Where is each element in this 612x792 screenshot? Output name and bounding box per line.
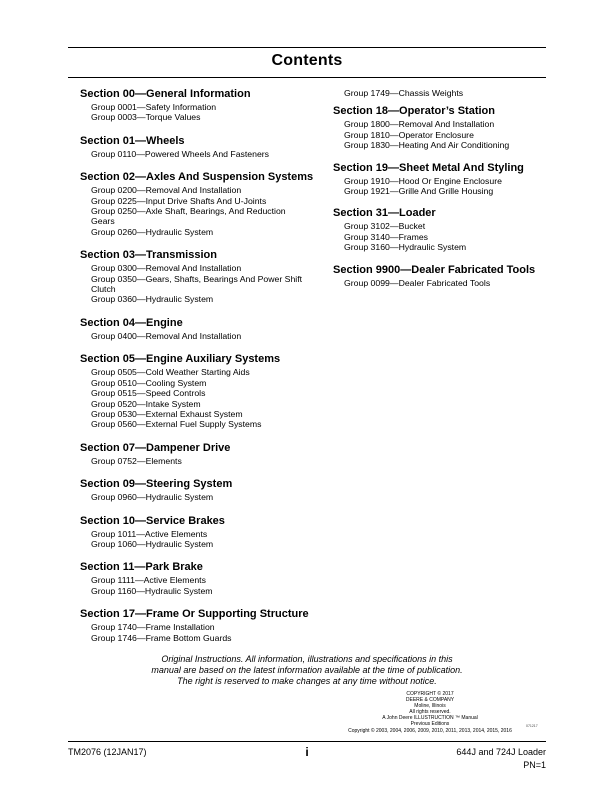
toc-section: [80, 561, 325, 596]
group-entry[interactable]: Group 1810—Operator Enclosure: [344, 129, 474, 140]
group-entry[interactable]: Group 0001—Safety Information: [91, 102, 217, 112]
group-entry[interactable]: Group 0505—Cold Weather Starting Aids: [91, 367, 250, 378]
toc-section: [80, 353, 325, 429]
toc-section: [80, 608, 325, 643]
section-title[interactable]: Section 04—Engine: [80, 316, 183, 329]
notice-line: Original Instructions. All information, illustrations and specifications in this: [161, 654, 453, 664]
group-entry[interactable]: Group 0510—Cooling System: [91, 377, 207, 388]
group-entry[interactable]: Group 0200—Removal And Installation: [91, 185, 242, 196]
section-title[interactable]: Section 11—Park Brake: [80, 561, 203, 574]
footer-manual-id: TM2076 (12JAN17): [68, 747, 147, 757]
toc-section: [80, 135, 325, 159]
section-title[interactable]: Section 02—Axles And Suspension Systems: [80, 171, 314, 184]
group-entry[interactable]: Group 0360—Hydraulic System: [91, 294, 214, 305]
group-entry[interactable]: Group 0560—External Fuel Supply Systems: [91, 419, 262, 430]
toc-section: [80, 442, 325, 466]
copyright-line: Moline, Illinois: [414, 703, 446, 710]
group-entry[interactable]: Group 1830—Heating And Air Conditioning: [344, 140, 510, 151]
group-entry[interactable]: Group 1800—Removal And Installation: [344, 119, 495, 130]
group-entry[interactable]: Group 1921—Grille And Grille Housing: [344, 186, 494, 197]
group-entry[interactable]: Group 0300—Removal And Installation: [91, 263, 242, 274]
group-entry[interactable]: Group 0530—External Exhaust System: [91, 408, 243, 419]
group-entry[interactable]: Group 0225—Input Drive Shafts And U-Joints: [91, 195, 267, 206]
group-entry[interactable]: Group 0003—Torque Values: [91, 112, 201, 123]
toc-section: [80, 171, 325, 237]
continued-group[interactable]: Group 1749—Chassis Weights: [344, 88, 464, 98]
group-entry[interactable]: Group 1746—Frame Bottom Guards: [91, 632, 232, 643]
page-number: i: [305, 745, 309, 759]
group-entry[interactable]: Group 0752—Elements: [91, 455, 182, 466]
footer-rule: [68, 741, 546, 742]
section-title[interactable]: Section 9900—Dealer Fabricated Tools: [333, 263, 536, 276]
group-entry[interactable]: Group 0250—Axle Shaft, Bearings, And Reduction Gears: [91, 206, 286, 227]
copyright-block: [340, 691, 520, 734]
toc-section: [333, 105, 548, 150]
group-entry[interactable]: Group 0260—Hydraulic System: [91, 226, 214, 237]
section-title[interactable]: Section 10—Service Brakes: [80, 514, 225, 527]
group-entry[interactable]: Group 1111—Active Elements: [91, 575, 206, 586]
document-code: 071217: [526, 724, 538, 728]
copyright-line: COPYRIGHT © 2017: [406, 691, 454, 697]
group-entry[interactable]: Group 0520—Intake System: [91, 398, 201, 409]
toc-section: [333, 264, 548, 288]
toc-section: [333, 207, 548, 252]
section-title[interactable]: Section 07—Dampener Drive: [80, 441, 231, 454]
notice-line: The right is reserved to make changes at any time without notice.: [177, 676, 437, 687]
group-entry[interactable]: Group 0960—Hydraulic System: [91, 492, 214, 503]
toc-section: [80, 88, 325, 123]
copyright-line: Previous Editions: [410, 721, 450, 728]
copyright-line: A John Deere ILLUSTRUCTION ™ Manual: [382, 715, 478, 722]
group-entry[interactable]: Group 1740—Frame Installation: [91, 622, 215, 633]
page-title: Contents: [271, 52, 343, 69]
toc-section: [80, 515, 325, 550]
group-entry[interactable]: Group 1060—Hydraulic System: [91, 538, 214, 549]
title-rule: [68, 77, 546, 78]
group-entry[interactable]: Group 0099—Dealer Fabricated Tools: [344, 277, 491, 288]
group-entry[interactable]: Group 0110—Powered Wheels And Fasteners: [91, 148, 270, 159]
group-entry[interactable]: Group 3140—Frames: [344, 231, 429, 242]
section-title[interactable]: Section 31—Loader: [333, 207, 436, 220]
contents-right-column: [333, 88, 548, 299]
group-entry[interactable]: Group 3102—Bucket: [344, 221, 426, 232]
top-rule: [68, 47, 546, 48]
group-entry[interactable]: Group 0400—Removal And Installation: [91, 330, 242, 341]
footer-pn: PN=1: [523, 760, 546, 770]
toc-section: [80, 317, 325, 341]
group-entry[interactable]: Group 0515—Speed Controls: [91, 388, 206, 399]
section-title[interactable]: Section 18—Operator’s Station: [333, 105, 495, 118]
toc-section: [80, 478, 325, 502]
section-title[interactable]: Section 09—Steering System: [80, 478, 233, 491]
section-title[interactable]: Section 01—Wheels: [80, 134, 185, 147]
group-entry[interactable]: Group 3160—Hydraulic System: [344, 242, 467, 253]
section-title[interactable]: Section 00—General Information: [80, 88, 251, 100]
group-entry[interactable]: Group 1910—Hood Or Engine Enclosure: [344, 175, 502, 186]
section-title[interactable]: Section 05—Engine Auxiliary Systems: [80, 353, 281, 366]
section-title[interactable]: Section 17—Frame Or Supporting Structure: [80, 608, 309, 621]
notice-line: manual are based on the latest information available at the time of publication.: [151, 665, 463, 676]
group-entry[interactable]: Group 1160—Hydraulic System: [91, 585, 213, 596]
group-entry[interactable]: Group 1011—Active Elements: [91, 528, 208, 539]
section-title[interactable]: Section 19—Sheet Metal And Styling: [333, 161, 524, 174]
footer-product-name: 644J and 724J Loader: [456, 747, 546, 757]
contents-left-column: [80, 88, 325, 655]
toc-section: [333, 162, 548, 197]
copyright-line: Copyright © 2003, 2004, 2006, 2009, 2010, 2011, 2013, 2014, 2015, 2016: [348, 727, 512, 734]
section-title[interactable]: Section 03—Transmission: [80, 249, 217, 262]
copyright-line: All rights reserved.: [409, 709, 451, 716]
legal-notice: [68, 654, 546, 688]
copyright-line: DEERE & COMPANY: [405, 697, 455, 704]
group-entry[interactable]: Group 0350—Gears, Shafts, Bearings And Power Shift Clutch: [91, 273, 303, 295]
toc-section: [80, 249, 325, 305]
